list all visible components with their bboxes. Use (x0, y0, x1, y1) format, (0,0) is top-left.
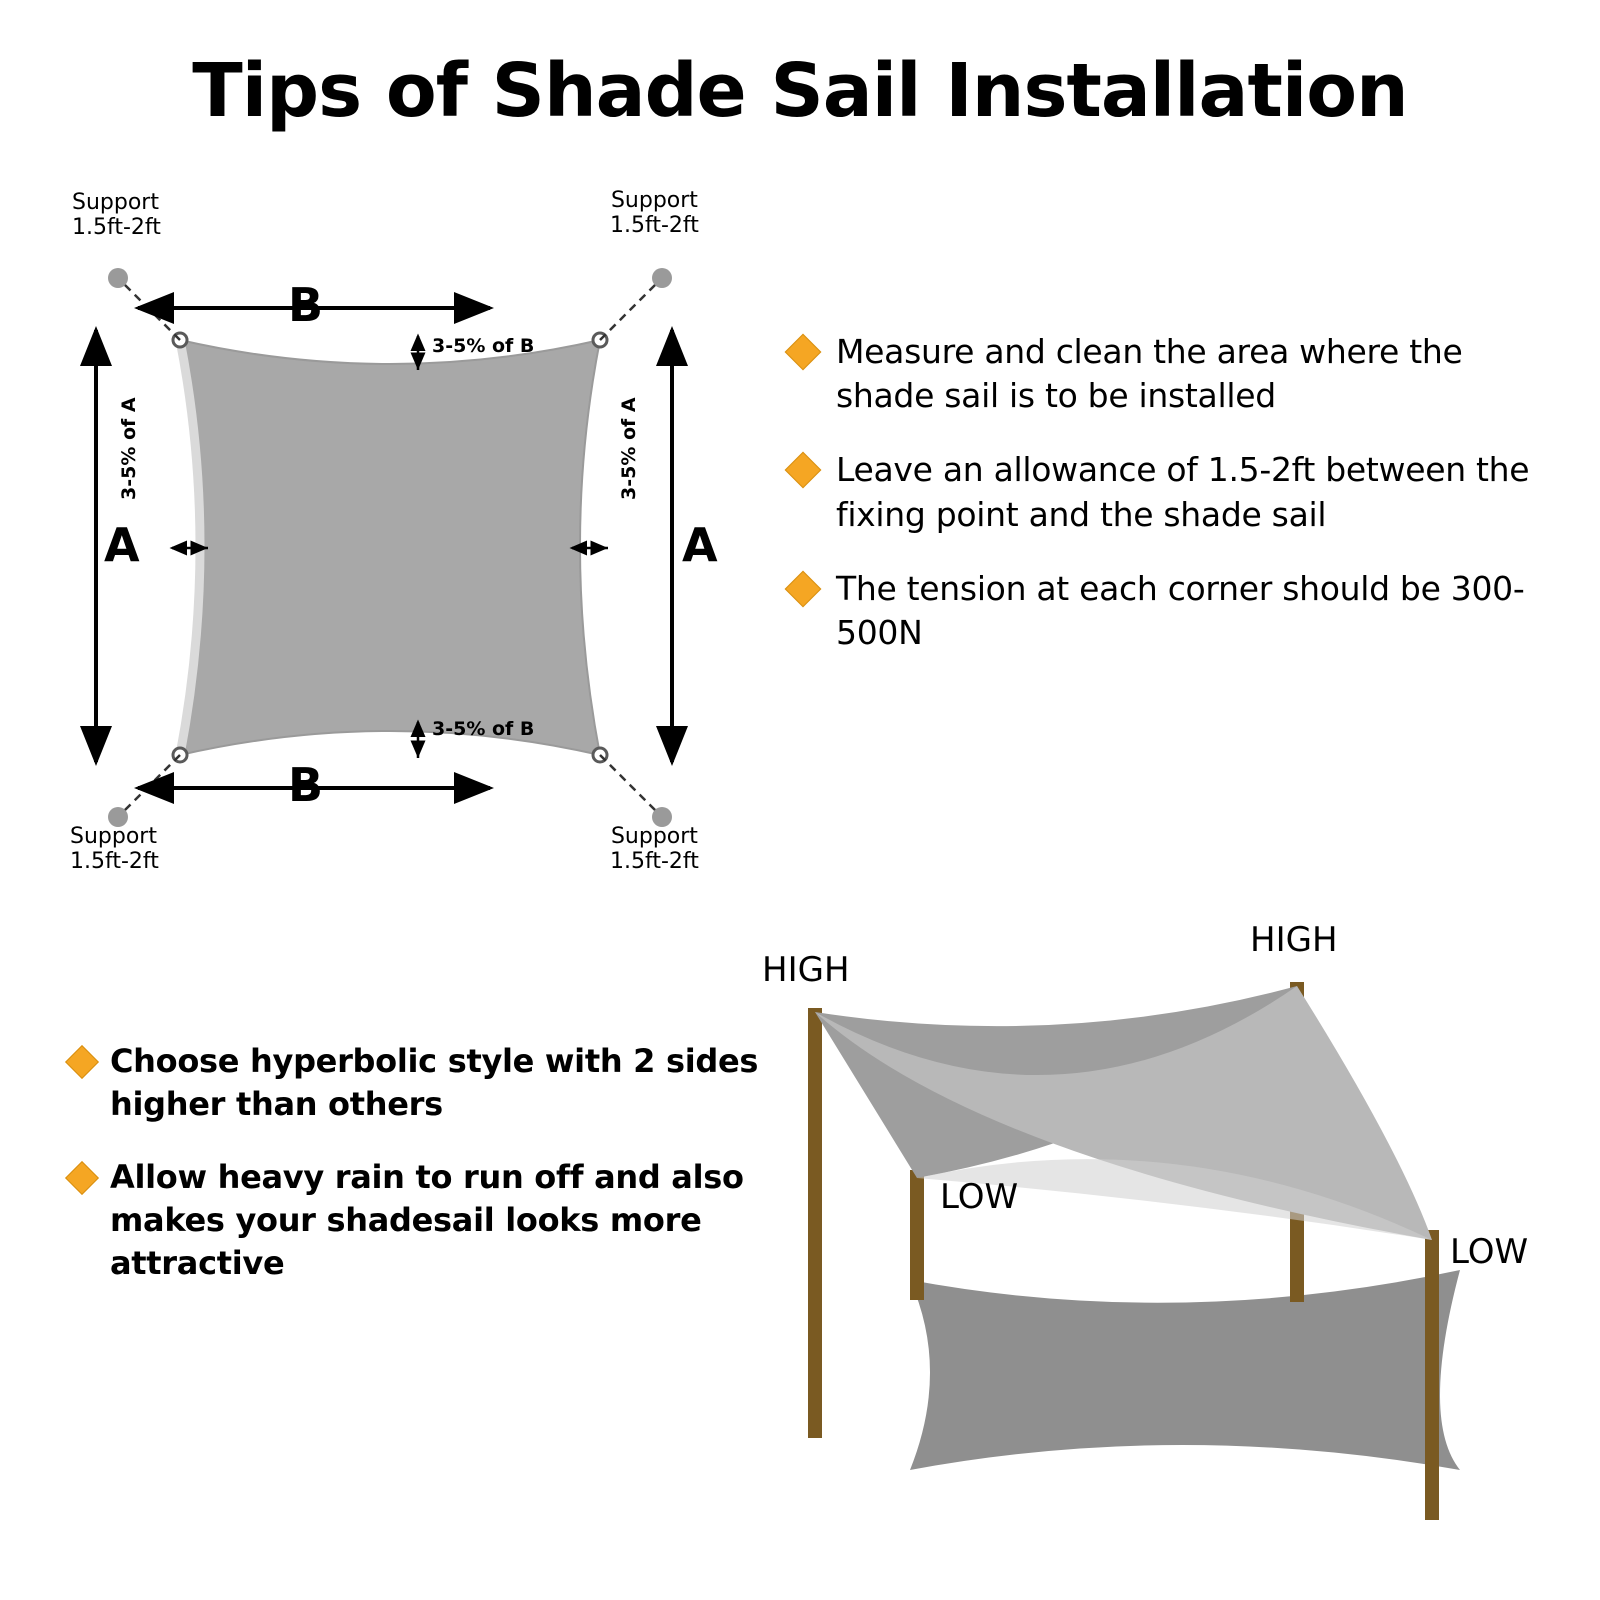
label-low-right: LOW (1450, 1232, 1529, 1272)
support-line-bottom-right (600, 755, 658, 813)
support-label-bottom-right (610, 824, 699, 875)
curve-label-left: 3-5% of A (118, 397, 140, 500)
support-dot-top-right (652, 268, 672, 288)
hyperbolic-sail-diagram (760, 900, 1600, 1600)
tips-list-bottom (70, 1040, 780, 1314)
tip-text: Allow heavy rain to run off and also makes your shadesail looks more attractive (110, 1157, 744, 1282)
curve-label-bottom: 3-5% of B (432, 718, 535, 740)
support-label-bottom-left-line2: 1.5ft-2ft (70, 849, 159, 875)
support-label-top-left-line1: Support (72, 190, 159, 215)
sail-ground-shadow (910, 1270, 1460, 1470)
support-label-top-right (610, 188, 699, 239)
label-high-right: HIGH (1250, 920, 1338, 960)
list-item (790, 567, 1560, 655)
dimension-label-a-left: A (104, 518, 140, 572)
sail-shape (180, 340, 600, 755)
support-line-top-right (600, 282, 658, 340)
support-label-top-left (72, 190, 161, 241)
dimension-label-b-top: B (288, 278, 324, 332)
tip-text: The tension at each corner should be 300-500N (836, 568, 1525, 653)
list-item (790, 330, 1560, 418)
page-title: Tips of Shade Sail Installation (192, 48, 1408, 134)
support-dot-top-left (108, 268, 128, 288)
label-high-left: HIGH (762, 950, 850, 990)
tip-text: Choose hyperbolic style with 2 sides higher than others (110, 1042, 759, 1123)
shade-sail-dimension-diagram (60, 188, 780, 900)
pole-low-left (910, 1170, 924, 1300)
pole-high-left (808, 1008, 822, 1438)
diamond-bullet-icon (785, 570, 822, 607)
pole-low-right (1425, 1230, 1439, 1520)
diamond-bullet-icon (65, 1161, 99, 1195)
dimension-label-a-right: A (682, 518, 718, 572)
list-item (790, 448, 1560, 536)
list-item (70, 1040, 780, 1126)
support-label-top-left-line2: 1.5ft-2ft (72, 215, 161, 241)
support-label-top-right-line1: Support (610, 188, 698, 213)
support-label-top-right-line2: 1.5ft-2ft (610, 213, 699, 239)
tip-text: Leave an allowance of 1.5-2ft between the fixing point and the shade sail (836, 450, 1530, 534)
support-line-top-left (122, 282, 180, 340)
support-label-bottom-right-line2: 1.5ft-2ft (610, 849, 699, 875)
curve-label-right: 3-5% of A (618, 397, 640, 500)
tips-list-top (790, 330, 1560, 685)
label-low-left: LOW (940, 1177, 1019, 1217)
diamond-bullet-icon (65, 1045, 99, 1079)
support-label-bottom-left-line1: Support (70, 824, 157, 849)
diamond-bullet-icon (785, 452, 822, 489)
support-line-bottom-left (122, 755, 180, 813)
tip-text: Measure and clean the area where the shade sail is to be installed (836, 332, 1463, 416)
list-item (70, 1156, 780, 1285)
curve-label-top: 3-5% of B (432, 335, 535, 357)
diamond-bullet-icon (785, 334, 822, 371)
support-label-bottom-right-line1: Support (610, 824, 698, 849)
dimension-label-b-bottom: B (288, 758, 324, 812)
support-label-bottom-left (70, 824, 159, 875)
